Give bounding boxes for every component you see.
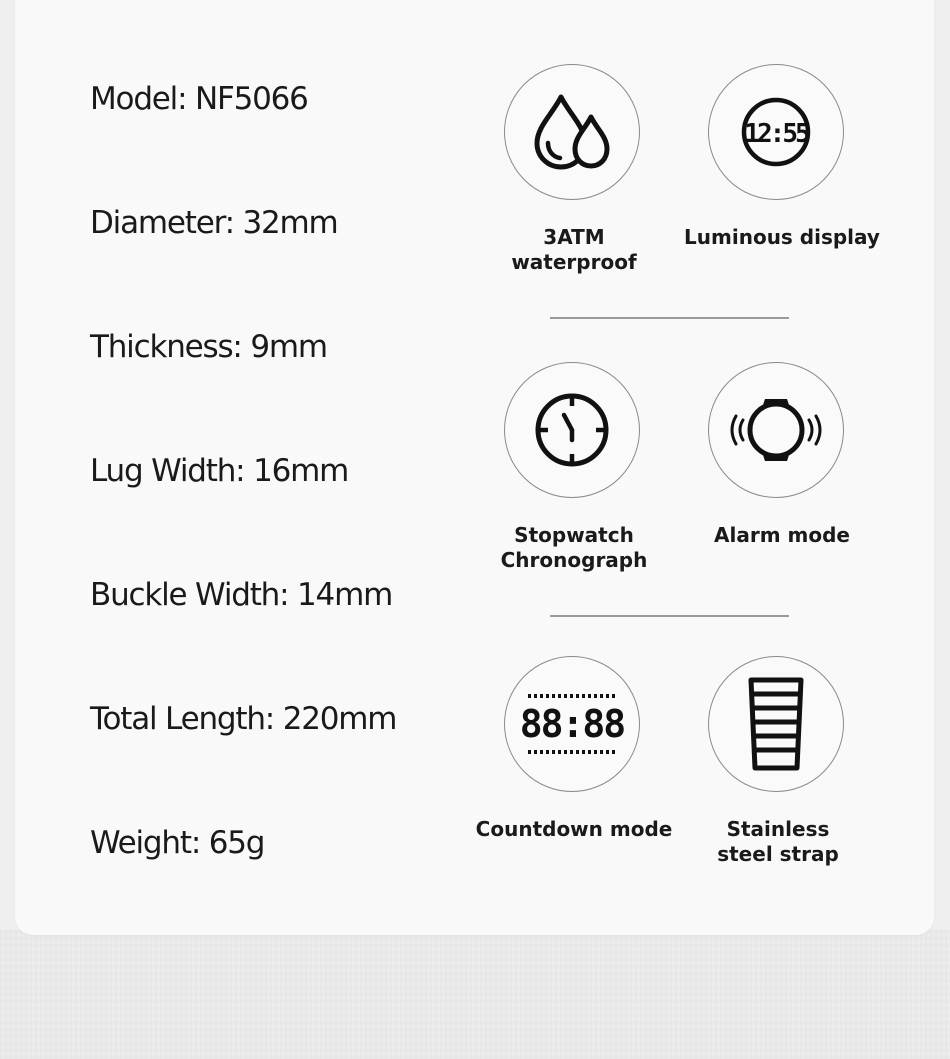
feature-countdown-caption (464, 817, 684, 842)
spec-total-length: Total Length: 220mm (90, 701, 397, 737)
feature-luminous-badge (708, 64, 844, 200)
spec-weight: Weight: 65g (90, 825, 265, 861)
feature-alarm-caption (672, 523, 892, 548)
feature-waterproof-caption (464, 225, 684, 275)
feature-strap-badge (708, 656, 844, 792)
water-drops-icon (527, 87, 617, 177)
feature-stopwatch-caption (464, 523, 684, 573)
caption-line: 3ATM (543, 225, 605, 249)
caption-line: waterproof (511, 250, 637, 274)
feature-waterproof-badge (504, 64, 640, 200)
feature-alarm-badge (708, 362, 844, 498)
alarm-watch-icon (721, 385, 831, 475)
caption-line: Alarm mode (714, 523, 850, 547)
clock-readout: 12:55 (744, 119, 808, 149)
spec-model: Model: NF5066 (90, 81, 308, 117)
caption-line: steel strap (717, 842, 839, 866)
background-texture (0, 930, 950, 1059)
spec-buckle-width: Buckle Width: 14mm (90, 577, 393, 613)
divider (550, 317, 789, 319)
countdown-display-icon (512, 679, 632, 769)
feature-stopwatch-badge (504, 362, 640, 498)
countdown-readout: 88:88 (519, 702, 625, 746)
feature-strap-caption (668, 817, 888, 867)
spec-diameter: Diameter: 32mm (90, 205, 338, 241)
caption-line: Stopwatch (514, 523, 634, 547)
digital-clock-icon (731, 87, 821, 177)
feature-countdown-badge (504, 656, 640, 792)
caption-line: Countdown mode (475, 817, 673, 841)
stopwatch-icon (527, 385, 617, 475)
caption-line: Chronograph (500, 548, 648, 572)
caption-line: Stainless (726, 817, 830, 841)
caption-line: Luminous display (684, 225, 880, 249)
spec-thickness: Thickness: 9mm (90, 329, 327, 365)
divider (550, 615, 789, 617)
feature-luminous-caption (672, 225, 892, 250)
spec-lug-width: Lug Width: 16mm (90, 453, 349, 489)
steel-strap-icon (731, 674, 821, 774)
